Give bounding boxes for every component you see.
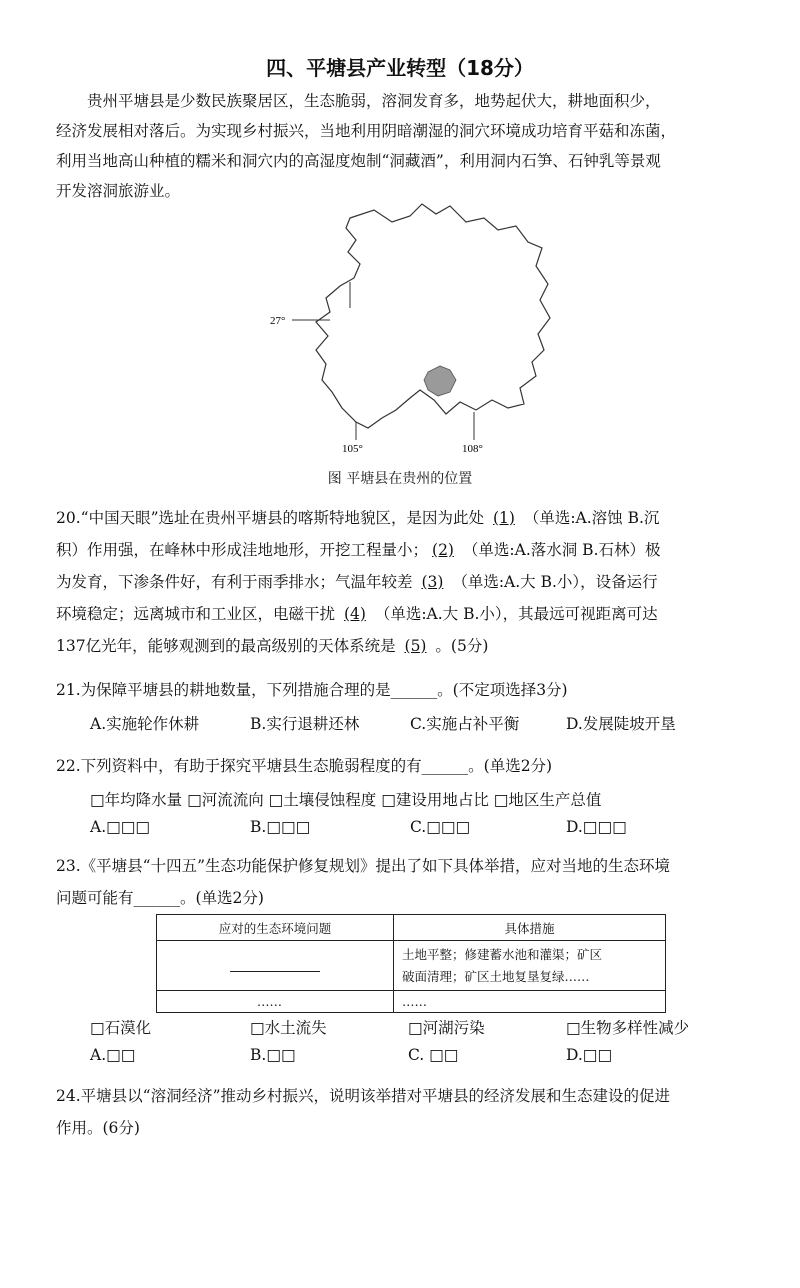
blank-1[interactable]: (1) [492, 509, 515, 527]
intro-line: 利用当地高山种植的糯米和洞穴内的高湿度炮制“洞藏酒”，利用洞内石笋、石钟乳等景观 [56, 152, 661, 170]
section-title: 四、平塘县产业转型（18分） [266, 56, 534, 80]
question-24 [56, 1080, 776, 1144]
option-d[interactable]: D.□□ [566, 1046, 613, 1064]
intro-line: 开发溶洞旅游业。 [56, 182, 181, 200]
intro-line: 贵州平塘县是少数民族聚居区，生态脆弱，溶洞发育多，地势起伏大，耕地面积少， [87, 92, 661, 110]
blank-3[interactable]: (3) [421, 573, 444, 591]
guizhou-map [270, 200, 560, 460]
item-2: □水土流失 [250, 1019, 327, 1037]
q20-text: 环境稳定；远离城市和工业区，电磁干扰 [56, 605, 340, 623]
table-ellipsis: …… [157, 991, 394, 1013]
option-b[interactable]: B.□□□ [250, 818, 311, 836]
question-23-stem [56, 850, 776, 914]
q23-stem-line: 问题可能有______。(单选2分) [56, 889, 264, 907]
item-1: □石漠化 [90, 1019, 152, 1037]
option-a[interactable]: A.实施轮作休耕 [90, 715, 200, 733]
q20-text: （单选:A.大 B.小），设备运行 [447, 573, 658, 591]
lon-label-105: 105° [342, 443, 363, 455]
q20-text: （单选:A.溶蚀 B.沉 [518, 509, 660, 527]
q20-text: 20.“中国天眼”选址在贵州平塘县的喀斯特地貌区，是因为此处 [56, 509, 489, 527]
question-21-stem: 21.为保障平塘县的耕地数量，下列措施合理的是______。(不定项选择3分) [56, 681, 568, 699]
q20-text: （单选:A.大 B.小），其最远可视距离可达 [369, 605, 658, 623]
q20-text: （单选:A.落水洞 B.石林）极 [457, 541, 661, 559]
question-22-items [90, 788, 780, 812]
material-checklist: □年均降水量 □河流流向 □土壤侵蚀程度 □建设用地占比 □地区生产总值 [90, 791, 602, 809]
q24-line: 作用。(6分) [56, 1119, 140, 1137]
table-header-measures: 具体措施 [394, 915, 666, 941]
blank-5[interactable]: (5) [404, 637, 427, 655]
table-header-problem: 应对的生态环境问题 [157, 915, 394, 941]
item-3: □河湖污染 [408, 1019, 485, 1037]
q23-stem-line: 23.《平塘县“十四五”生态功能保护修复规划》提出了如下具体举措，应对当地的生态环境 [56, 857, 671, 875]
guizhou-outline [316, 204, 550, 428]
intro-paragraph [56, 86, 772, 206]
measures-table [156, 914, 666, 1013]
option-d[interactable]: D.发展陡坡开垦 [566, 715, 676, 733]
table-ellipsis: …… [394, 991, 666, 1013]
q20-text: 。(5分) [430, 637, 489, 655]
item-4: □生物多样性减少 [566, 1019, 690, 1037]
question-22-stem: 22.下列资料中，有助于探究平塘县生态脆弱程度的有______。(单选2分) [56, 757, 553, 775]
question-22-options [90, 818, 780, 842]
option-c[interactable]: C. □□ [408, 1046, 459, 1064]
figure-caption: 图 平塘县在贵州的位置 [327, 471, 473, 487]
q20-text: 为发育，下渗条件好，有利于雨季排水；气温年较差 [56, 573, 418, 591]
q20-text: 积）作用强，在峰林中形成洼地地形，开挖工程量小； [56, 541, 429, 559]
option-c[interactable]: C.实施占补平衡 [410, 715, 520, 733]
problem-answer-blank[interactable] [157, 941, 394, 991]
option-a[interactable]: A.□□□ [90, 818, 151, 836]
measures-cell [394, 941, 666, 991]
option-b[interactable]: B.实行退耕还林 [250, 715, 360, 733]
question-20 [56, 502, 776, 662]
pingtang-county-region [424, 366, 456, 396]
option-d[interactable]: D.□□□ [566, 818, 627, 836]
lat-label: 27° [270, 315, 286, 327]
q24-line: 24.平塘县以“溶洞经济”推动乡村振兴，说明该举措对平塘县的经济发展和生态建设的促进 [56, 1087, 671, 1105]
blank-4[interactable]: (4) [343, 605, 366, 623]
q20-text: 137亿光年，能够观测到的最高级别的天体系统是 [56, 637, 401, 655]
intro-line: 经济发展相对落后。为实现乡村振兴，当地利用阴暗潮湿的洞穴环境成功培育平菇和冻菌， [56, 122, 677, 140]
question-21-options [90, 712, 780, 736]
question-23-items [90, 1016, 780, 1040]
measure-line: 土地平整；修建蓄水池和灌渠；矿区 [402, 946, 603, 962]
lon-label-108: 108° [462, 443, 483, 455]
option-c[interactable]: C.□□□ [410, 818, 471, 836]
blank-2[interactable]: (2) [432, 541, 454, 559]
option-b[interactable]: B.□□ [250, 1046, 296, 1064]
question-23-options [90, 1046, 780, 1070]
option-a[interactable]: A.□□ [90, 1046, 136, 1064]
measure-line: 破面清理；矿区土地复垦复绿…… [402, 968, 590, 984]
